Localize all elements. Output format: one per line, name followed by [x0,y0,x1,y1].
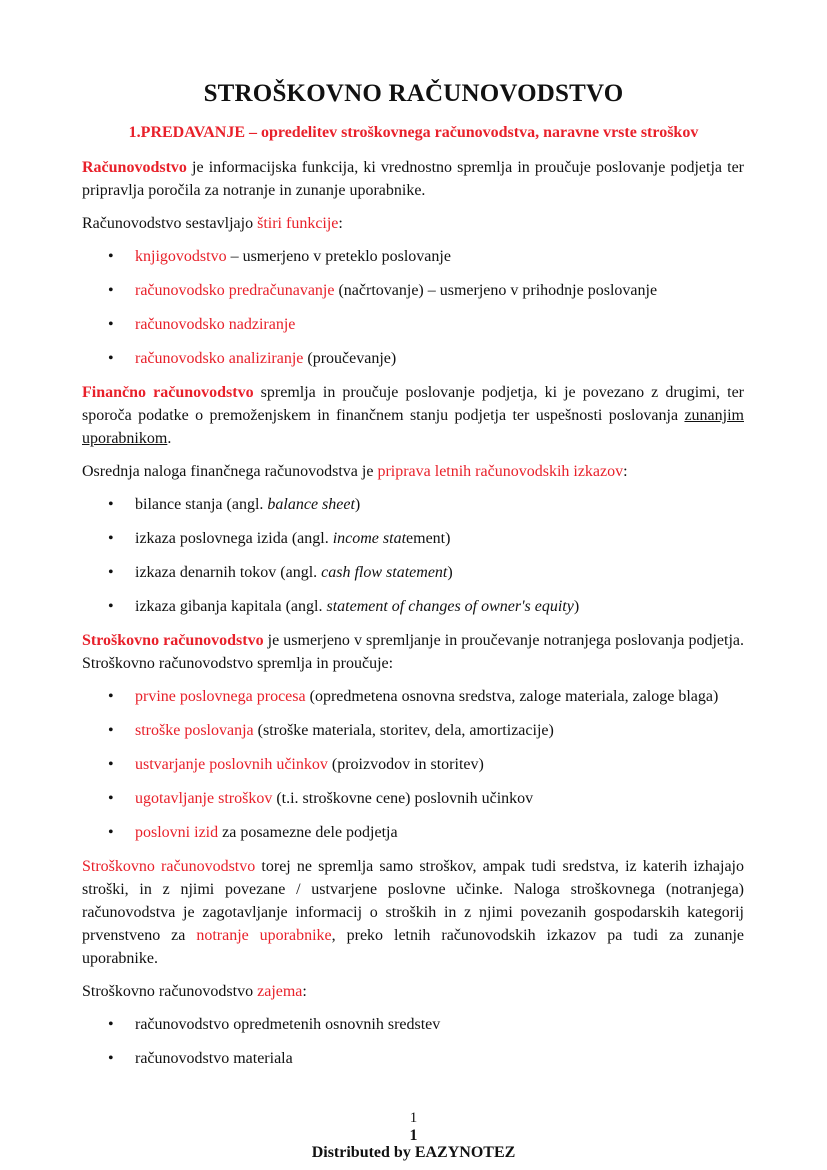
list-funkcije [82,245,744,370]
bullet: • [108,790,114,807]
term-racunovodstvo: Računovodstvo [82,159,187,176]
term-financno: Finančno računovodstvo [82,384,254,401]
list-item: • prvine poslovnega procesa (opredmetena osnovna sredstva, zaloge materiala, zaloge blaga) [82,685,744,708]
page-number: 1 [409,1127,418,1144]
paragraph-naloga: Osrednja naloga finančnega računovodstva je priprava letnih računovodskih izkazov: [82,463,628,480]
list-item: • poslovni izid za posamezne dele podjetja [82,821,744,844]
list-item: • izkaza gibanja kapitala (angl. statement of changes of owner's equity) [82,595,744,618]
distributed-by: Distributed by EAZYNOTEZ [311,1144,516,1161]
page-title: STROŠKOVNO RAČUNOVODSTVO [203,80,624,107]
document-body [82,156,744,1081]
list-item: • računovodstvo opredmetenih osnovnih sredstev [82,1013,744,1036]
paragraph-torej: Stroškovno računovodstvo torej ne spremlja samo stroškov, ampak tudi sredstva, iz katerih izhajajo stroški, in z njimi povezane / ustvarjene poslovne učinke. Naloga stroškovnega (notranjega) računovodstva je zagotavljanje informacij o stroških in z njimi povezanih gospodarskih kategorij prvenstveno za notranje uporabnike, preko letnih računovodskih izkazov pa tudi za zunanje uporabnike. [82,858,745,967]
bullet: • [108,282,114,299]
bullet: • [108,756,114,773]
paragraph-funkcije: Računovodstvo sestavljajo štiri funkcije: [82,215,343,232]
bullet: • [108,1050,114,1067]
bullet: • [108,722,114,739]
term-strosovno-plain: Stroškovno računovodstvo [82,858,256,875]
paragraph-racunovodstvo: Računovodstvo je informacijska funkcija, ki vrednostno spremlja in proučuje poslovanje podjetja ter pripravlja poročila za notranje in zunanje uporabnike. [82,159,744,199]
list-izkazi [82,493,744,618]
lecture-subtitle: 1.PREDAVANJE – opredelitev stroškovnega računovodstva, naravne vrste stroškov [128,124,699,141]
page-number-small: 1 [409,1110,418,1126]
paragraph-financno: Finančno računovodstvo spremlja in proučuje poslovanje podjetja, ki je povezano z drugimi, ter sporoča podatke o premoženjskem in finančnem stanju podjetja ter uspešnosti poslovanja zunanjim uporabnikom. [82,384,745,447]
bullet: • [108,1016,114,1033]
bullet: • [108,688,114,705]
bullet: • [108,598,114,615]
list-item: • računovodsko predračunavanje (načrtovanje) – usmerjeno v prihodnje poslovanje [82,279,744,302]
paragraph-zajema: Stroškovno računovodstvo zajema: [82,983,307,1000]
list-item: • računovodsko analiziranje (proučevanje) [82,347,744,370]
list-item: • stroške poslovanja (stroške materiala, storitev, dela, amortizacije) [82,719,744,742]
highlight-funkcije: štiri funkcije [257,215,339,232]
list-item: • računovodsko nadziranje [82,313,744,336]
list-item: • izkaza denarnih tokov (angl. cash flow statement) [82,561,744,584]
bullet: • [108,248,114,265]
list-item: • knjigovodstvo – usmerjeno v preteklo poslovanje [82,245,744,268]
list-item: • računovodstvo materiala [82,1047,744,1070]
bullet: • [108,496,114,513]
list-zajema [82,1013,744,1070]
list-item: • ugotavljanje stroškov (t.i. stroškovne cene) poslovnih učinkov [82,787,744,810]
list-item: • ustvarjanje poslovnih učinkov (proizvodov in storitev) [82,753,744,776]
paragraph-strosovno: Stroškovno računovodstvo je usmerjeno v spremljanje in proučevanje notranjega poslovanja podjetja. Stroškovno računovodstvo spremlja in proučuje: [82,632,745,672]
list-item: • bilance stanja (angl. balance sheet) [82,493,744,516]
list-item: • izkaza poslovnega izida (angl. income statement) [82,527,744,550]
bullet: • [108,316,114,333]
term-strosovno: Stroškovno računovodstvo [82,632,264,649]
bullet: • [108,564,114,581]
bullet: • [108,530,114,547]
bullet: • [108,824,114,841]
bullet: • [108,350,114,367]
list-spremlja [82,685,744,844]
